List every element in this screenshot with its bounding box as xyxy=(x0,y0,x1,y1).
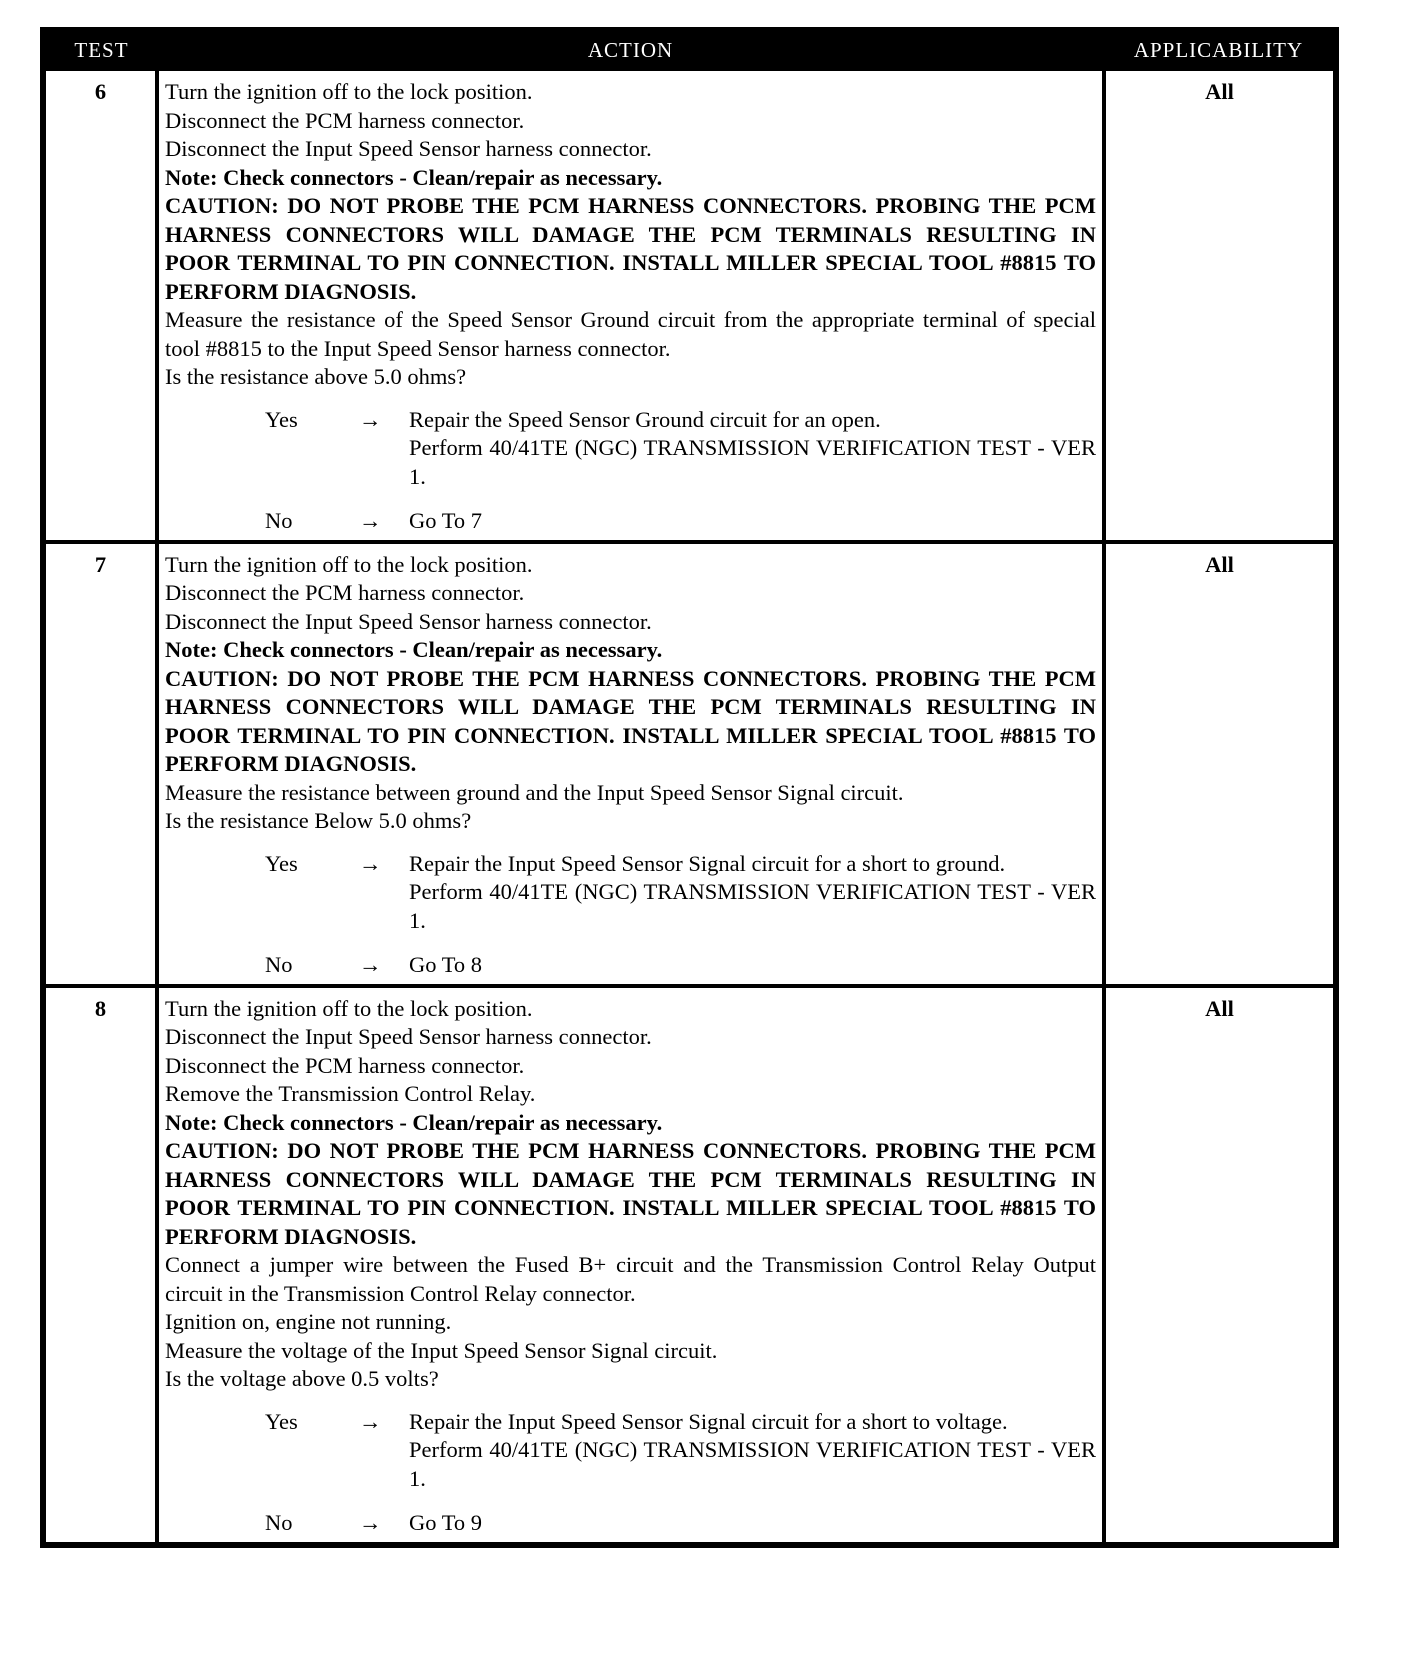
no-goto: Go To 7 xyxy=(409,508,483,533)
step-line: Ignition on, engine not running. xyxy=(165,1309,452,1334)
note-line: Note: Check connectors - Clean/repair as necessary. xyxy=(165,164,663,190)
right-arrow-icon: → xyxy=(359,508,382,533)
no-branch xyxy=(165,951,1096,980)
table-row xyxy=(43,542,1336,986)
header-applicability: APPLICABILITY xyxy=(1104,30,1336,69)
action-cell xyxy=(157,542,1104,986)
no-goto: Go To 9 xyxy=(409,1510,483,1535)
table-body xyxy=(43,69,1336,1545)
yes-perform: Perform 40/41TE (NGC) TRANSMISSION VERIFICATION TEST - VER 1. xyxy=(409,879,1096,933)
right-arrow-icon: → xyxy=(359,406,382,432)
no-goto: Go To 8 xyxy=(409,952,483,977)
note-line: Note: Check connectors - Clean/repair as necessary. xyxy=(165,1109,663,1135)
note-line: Note: Check connectors - Clean/repair as necessary. xyxy=(165,637,663,662)
test-number: 7 xyxy=(43,542,157,986)
header-row xyxy=(43,30,1336,69)
header-action: ACTION xyxy=(157,30,1104,69)
step-line: Disconnect the Input Speed Sensor harness connector. xyxy=(165,1024,652,1049)
applicability-cell: All xyxy=(1104,986,1336,1545)
yes-branch xyxy=(165,406,1096,492)
right-arrow-icon: → xyxy=(359,1408,382,1434)
step-line: Is the resistance Below 5.0 ohms? xyxy=(165,808,472,833)
step-line: Is the voltage above 0.5 volts? xyxy=(165,1366,439,1391)
step-line: Disconnect the PCM harness connector. xyxy=(165,107,525,133)
step-line: Disconnect the Input Speed Sensor harness connector. xyxy=(165,608,652,634)
step-line: Connect a jumper wire between the Fused B+ circuit and the Transmission Control Relay Output circuit in the Transmission Control Relay connector. xyxy=(165,1252,1096,1306)
no-branch xyxy=(165,507,1096,536)
step-line: Measure the resistance of the Speed Sensor Ground circuit from the appropriate terminal of special tool #8815 to the Input Speed Sensor harness connector. xyxy=(165,307,1096,361)
applicability-cell: All xyxy=(1104,69,1336,542)
right-arrow-icon: → xyxy=(359,1510,382,1535)
yes-branch xyxy=(165,1408,1096,1494)
test-number: 8 xyxy=(43,986,157,1545)
yes-label: Yes xyxy=(265,1408,298,1434)
no-label: No xyxy=(265,508,293,533)
caution-text: CAUTION: DO NOT PROBE THE PCM HARNESS CONNECTORS. PROBING THE PCM HARNESS CONNECTORS WILL DAMAGE THE PCM TERMINALS RESULTING IN POOR TERMINAL TO PIN CONNECTION. INSTALL MILLER SPECIAL TOOL #8815 TO PERFORM DIAGNOSIS. xyxy=(165,1138,1096,1249)
diagnostic-table xyxy=(40,27,1339,1548)
step-line: Turn the ignition off to the lock position. xyxy=(165,79,533,104)
action-cell xyxy=(157,69,1104,542)
step-line: Turn the ignition off to the lock position. xyxy=(165,995,533,1021)
no-branch xyxy=(165,1509,1096,1538)
step-line: Disconnect the PCM harness connector. xyxy=(165,580,525,605)
yes-label: Yes xyxy=(265,406,298,432)
yes-action: Repair the Speed Sensor Ground circuit for an open. xyxy=(409,406,881,432)
yes-perform: Perform 40/41TE (NGC) TRANSMISSION VERIFICATION TEST - VER 1. xyxy=(409,1437,1096,1491)
table-row xyxy=(43,69,1336,542)
applicability-cell: All xyxy=(1104,542,1336,986)
action-cell xyxy=(157,986,1104,1545)
step-line: Measure the voltage of the Input Speed Sensor Signal circuit. xyxy=(165,1337,718,1363)
right-arrow-icon: → xyxy=(359,952,382,977)
yes-action: Repair the Input Speed Sensor Signal circuit for a short to voltage. xyxy=(409,1408,1008,1434)
table-row xyxy=(43,986,1336,1545)
yes-branch xyxy=(165,850,1096,936)
step-line: Disconnect the PCM harness connector. xyxy=(165,1052,525,1078)
step-line: Disconnect the Input Speed Sensor harness connector. xyxy=(165,136,652,161)
no-label: No xyxy=(265,1510,293,1535)
header-test: TEST xyxy=(43,30,157,69)
step-line: Remove the Transmission Control Relay. xyxy=(165,1081,536,1106)
yes-label: Yes xyxy=(265,850,298,876)
right-arrow-icon: → xyxy=(359,850,382,876)
no-label: No xyxy=(265,952,293,977)
step-line: Turn the ignition off to the lock position. xyxy=(165,551,533,577)
step-line: Measure the resistance between ground and the Input Speed Sensor Signal circuit. xyxy=(165,779,904,805)
yes-perform: Perform 40/41TE (NGC) TRANSMISSION VERIFICATION TEST - VER 1. xyxy=(409,435,1096,489)
test-number: 6 xyxy=(43,69,157,542)
caution-text: CAUTION: DO NOT PROBE THE PCM HARNESS CONNECTORS. PROBING THE PCM HARNESS CONNECTORS WILL DAMAGE THE PCM TERMINALS RESULTING IN POOR TERMINAL TO PIN CONNECTION. INSTALL MILLER SPECIAL TOOL #8815 TO PERFORM DIAGNOSIS. xyxy=(165,193,1096,304)
caution-text: CAUTION: DO NOT PROBE THE PCM HARNESS CONNECTORS. PROBING THE PCM HARNESS CONNECTORS WILL DAMAGE THE PCM TERMINALS RESULTING IN POOR TERMINAL TO PIN CONNECTION. INSTALL MILLER SPECIAL TOOL #8815 TO PERFORM DIAGNOSIS. xyxy=(165,665,1096,776)
yes-action: Repair the Input Speed Sensor Signal circuit for a short to ground. xyxy=(409,850,1006,876)
step-line: Is the resistance above 5.0 ohms? xyxy=(165,364,467,389)
